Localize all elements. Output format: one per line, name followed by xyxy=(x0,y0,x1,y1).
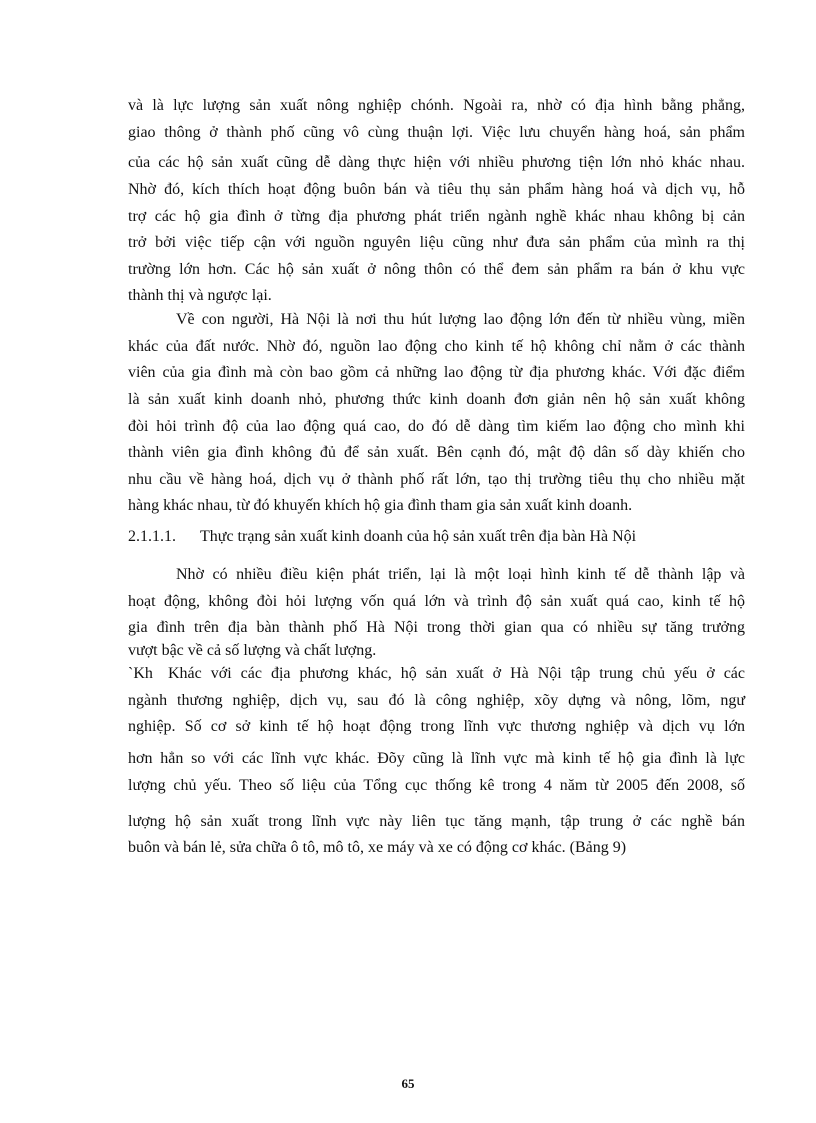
text-line: là sản xuất kinh doanh nhỏ, phương thức kinh doanh đơn giản nên hộ sản xuất không xyxy=(128,391,745,408)
section-title: Thực trạng sản xuất kinh doanh của hộ sản xuất trên địa bàn Hà Nội xyxy=(200,528,637,545)
text-line: viên của gia đình mà còn bao gồm cả những lao động từ địa phương khác. Với đặc điểm xyxy=(128,364,745,381)
text-line: lượng chủ yếu. Theo số liệu của Tổng cục thống kê trong 4 năm từ 2005 đến 2008, số xyxy=(128,777,745,794)
text-line: Về con người, Hà Nội là nơi thu hút lượng lao động lớn đến từ nhiều vùng, miền xyxy=(176,311,745,328)
text-line: khác của đất nước. Nhờ đó, nguồn lao động cho kinh tế hộ không chỉ nằm ở các thành xyxy=(128,338,745,355)
text-line: trợ các hộ gia đình ở từng địa phương phát triển ngành nghề khác nhau không bị cản xyxy=(128,208,745,225)
text-line: thành thị và ngược lại. xyxy=(128,287,272,304)
text-line: Khác với các địa phương khác, hộ sản xuất ở Hà Nội tập trung chủ yếu ở các xyxy=(168,665,745,682)
text-line: và là lực lượng sản xuất nông nghiệp chónh. Ngoài ra, nhờ có địa hình bằng phẳng, xyxy=(128,97,745,114)
stray-text-fragment: `Kh xyxy=(128,665,153,682)
text-line: lượng hộ sản xuất trong lĩnh vực này liên tục tăng mạnh, tập trung ở các nghề bán xyxy=(128,813,745,830)
text-line: của các hộ sản xuất cũng dễ dàng thực hiện với nhiều phương tiện lớn nhỏ khác nhau. xyxy=(128,154,745,171)
text-line: hàng khác nhau, từ đó khuyến khích hộ gia đình tham gia sản xuất kinh doanh. xyxy=(128,497,633,514)
text-line: trường lớn hơn. Các hộ sản xuất ở nông thôn có thể đem sản phẩm ra bán ở khu vực xyxy=(128,261,745,278)
text-line: hơn hẳn so với các lĩnh vực khác. Đõy cũng là lĩnh vực mà kinh tế hộ gia đình là lực xyxy=(128,750,745,767)
text-line: Nhờ đó, kích thích hoạt động buôn bán và tiêu thụ sản phẩm hàng hoá và dịch vụ, hỗ xyxy=(128,181,745,198)
text-line: hoạt động, không đòi hỏi lượng vốn quá lớn và trình độ sản xuất quá cao, kinh tế hộ xyxy=(128,593,745,610)
section-number: 2.1.1.1. xyxy=(128,528,176,545)
text-line: ngành thương nghiệp, dịch vụ, sau đó là công nghiệp, xõy dựng và nông, lõm, ngư xyxy=(128,692,745,709)
text-line: thành viên gia đình không đủ để sản xuất. Bên cạnh đó, mật độ dân số dày khiến cho xyxy=(128,444,745,461)
section-heading xyxy=(128,527,745,547)
text-line: nghiệp. Số cơ sở kinh tế hộ hoạt động trong lĩnh vực thương nghiệp và dịch vụ lớn xyxy=(128,718,745,735)
text-line: đòi hỏi trình độ của lao động quá cao, do đó dễ dàng tìm kiếm lao động cho mình khi xyxy=(128,418,745,435)
text-line: gia đình trên địa bàn thành phố Hà Nội trong thời gian qua có nhiều sự tăng trưởng xyxy=(128,619,745,636)
text-line: trở bởi việc tiếp cận với nguồn nguyên liệu cũng như đưa sản phẩm của mình ra thị xyxy=(128,234,745,251)
text-line: giao thông ở thành phố cũng vô cùng thuận lợi. Việc lưu chuyển hàng hoá, sản phẩm xyxy=(128,124,745,141)
text-line: nhu cầu về hàng hoá, dịch vụ ở thành phố rất lớn, tạo thị trường tiêu thụ cho nhiều mặt xyxy=(128,471,745,488)
text-line: buôn và bán lẻ, sửa chữa ô tô, mô tô, xe máy và xe có động cơ khác. (Bảng 9) xyxy=(128,839,627,856)
page-number: 65 xyxy=(401,1076,415,1091)
text-line: vượt bậc về cả số lượng và chất lượng. xyxy=(128,642,377,659)
text-line: Nhờ có nhiều điều kiện phát triển, lại là một loại hình kinh tế dễ thành lập và xyxy=(176,566,745,583)
